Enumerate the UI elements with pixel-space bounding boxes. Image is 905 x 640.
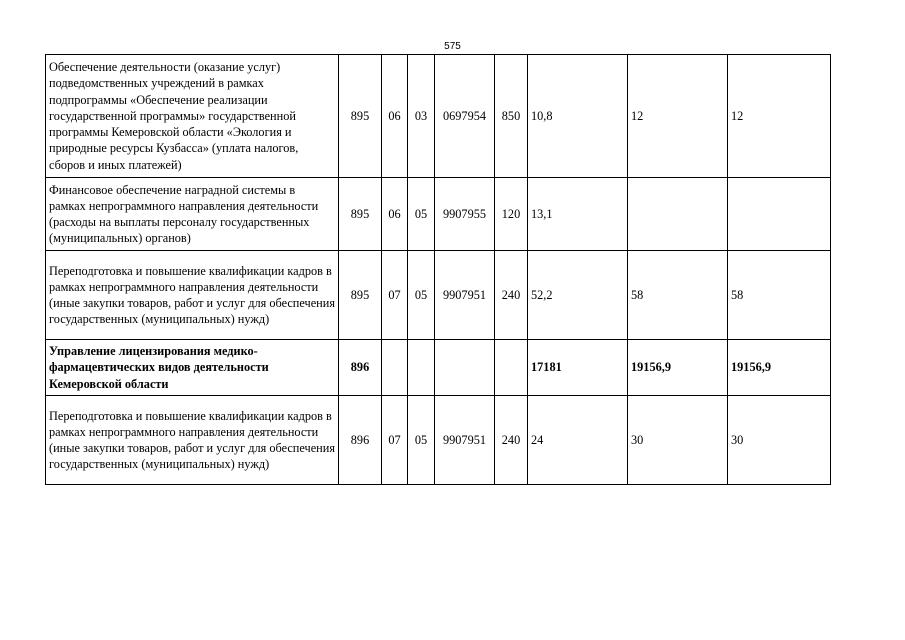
amount-year-1: 17181: [528, 340, 628, 396]
row-description: Обеспечение деятельности (оказание услуг) подведомственных учреждений в рамках подпрограммы «Обеспечение реализации государственной программы» государственной программы Кемеровской области «Экология и природные ресурсы Кузбасса» (уплата налогов, сборов и иных платежей): [46, 55, 339, 178]
table-row: [46, 178, 831, 251]
amount-year-2: 19156,9: [628, 340, 728, 396]
amount-year-2: 30: [628, 396, 728, 485]
table-row: [46, 340, 831, 396]
ministry-code: 896: [339, 396, 382, 485]
target-article-code: 0697954: [435, 55, 495, 178]
amount-year-3: 30: [728, 396, 831, 485]
amount-year-2: 58: [628, 251, 728, 340]
amount-year-1: 52,2: [528, 251, 628, 340]
subsection-code: 05: [408, 396, 435, 485]
amount-year-3: 12: [728, 55, 831, 178]
ministry-code: 895: [339, 251, 382, 340]
amount-year-3: 19156,9: [728, 340, 831, 396]
row-description: Управление лицензирования медико-фармацевтических видов деятельности Кемеровской области: [46, 340, 339, 396]
table-row: [46, 55, 831, 178]
section-code: [382, 340, 408, 396]
amount-year-3: 58: [728, 251, 831, 340]
page-number: 575: [444, 41, 461, 52]
target-article-code: 9907951: [435, 396, 495, 485]
table-row: [46, 251, 831, 340]
table-row: [46, 396, 831, 485]
section-code: 06: [382, 55, 408, 178]
section-code: 06: [382, 178, 408, 251]
target-article-code: [435, 340, 495, 396]
ministry-code: 895: [339, 178, 382, 251]
ministry-code: 896: [339, 340, 382, 396]
expense-type-code: 120: [495, 178, 528, 251]
ministry-code: 895: [339, 55, 382, 178]
expense-type-code: 850: [495, 55, 528, 178]
amount-year-1: 13,1: [528, 178, 628, 251]
amount-year-1: 24: [528, 396, 628, 485]
row-description: Финансовое обеспечение наградной системы в рамках непрограммного направления деятельности (расходы на выплаты персоналу государственных (муниципальных) органов): [46, 178, 339, 251]
row-description: Переподготовка и повышение квалификации кадров в рамках непрограммного направления деятельности (иные закупки товаров, работ и услуг для обеспечения государственных (муниципальных) нужд): [46, 396, 339, 485]
target-article-code: 9907951: [435, 251, 495, 340]
section-code: 07: [382, 251, 408, 340]
amount-year-2: 12: [628, 55, 728, 178]
amount-year-3: [728, 178, 831, 251]
subsection-code: 03: [408, 55, 435, 178]
amount-year-1: 10,8: [528, 55, 628, 178]
expense-type-code: 240: [495, 251, 528, 340]
expense-type-code: 240: [495, 396, 528, 485]
subsection-code: 05: [408, 178, 435, 251]
budget-table: [45, 54, 831, 485]
target-article-code: 9907955: [435, 178, 495, 251]
expense-type-code: [495, 340, 528, 396]
section-code: 07: [382, 396, 408, 485]
subsection-code: 05: [408, 251, 435, 340]
amount-year-2: [628, 178, 728, 251]
subsection-code: [408, 340, 435, 396]
row-description: Переподготовка и повышение квалификации кадров в рамках непрограммного направления деятельности (иные закупки товаров, работ и услуг для обеспечения государственных (муниципальных) нужд): [46, 251, 339, 340]
